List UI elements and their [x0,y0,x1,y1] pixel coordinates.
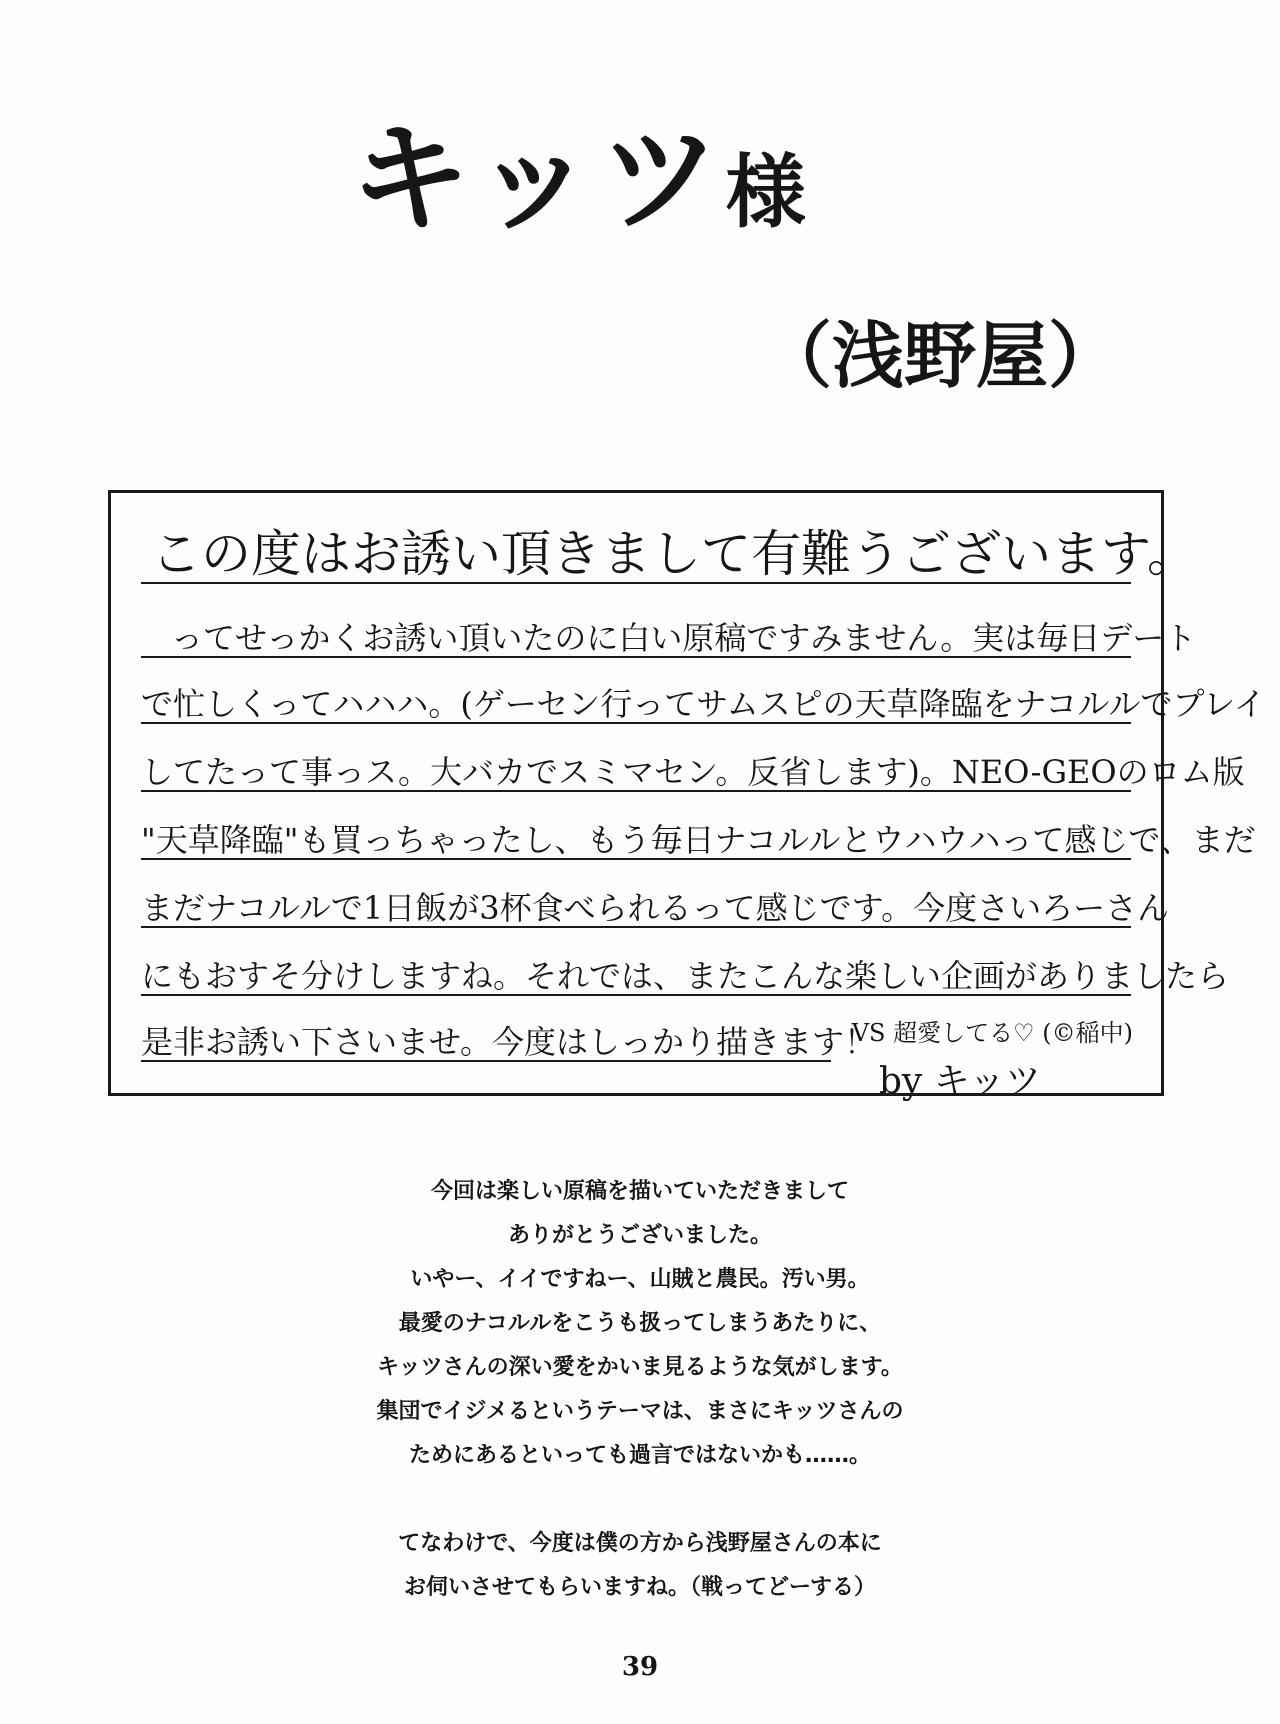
reply-line: ありがとうございました。 [507,1223,772,1248]
reply-line: 今回は楽しい原稿を描いていただきまして [430,1179,849,1204]
reply-line: 集団でイジメるというテーマは、まさにキッツさんの [376,1399,904,1424]
reply-line: お伺いさせてもらいますね。（戦ってどーする） [404,1575,876,1600]
reply-line: 最愛のナコルルをこうも扱ってしまうあたりに、 [398,1311,882,1336]
title-honorific: 様 [725,146,806,239]
reply-line: てなわけで、今度は僕の方から浅野屋さんの本に [398,1531,882,1556]
circle-name: （浅野屋） [760,314,1121,398]
letter-line: にもおすそ分けしますね。それでは、またこんな楽しい企画がありましたら [141,957,1230,995]
letter-line: "天草降臨"も買っちゃったし、もう毎日ナコルルとウハウハって感じで、まだ [141,821,1256,859]
title-name: キッツ [350,110,726,249]
letter-line: してたって事っス。大バカでスミマセン。反省します)。NEO-GEOのロム版 [141,753,1245,791]
letter-line: この度はお誘い頂きまして有難うございます。 [141,527,1131,584]
letter-signature: by キッツ [878,1061,1041,1102]
reply-line: ためにあるといっても過言ではないかも……。 [408,1443,871,1468]
letter-line: まだナコルルで1日飯が3杯食べられるって感じです。今度さいろーさん [141,889,1170,927]
editor-reply [0,1170,1280,1610]
letter-line: ってせっかくお誘い頂いたのに白い原稿ですみません。実は毎日デート [141,621,1131,658]
letter-line: 是非お誘い下さいませ。今度はしっかり描きます！ [141,1023,877,1061]
reply-line: いやー、イイですねー、山賊と農民。汚い男。 [410,1267,870,1292]
page-title [350,110,806,249]
letter-line: で忙しくってハハハ。(ゲーセン行ってサムスピの天草降臨をナコルルでプレイ [141,685,1266,723]
page-number: 39 [621,1652,659,1682]
handwritten-letter-box [108,490,1266,1102]
paragraph-spacer [0,1478,1280,1522]
letter-aside-note: VS 超愛してる♡ (©稲中) [851,1019,1133,1047]
reply-line: キッツさんの深い愛をかいま見るような気がします。 [377,1355,903,1380]
